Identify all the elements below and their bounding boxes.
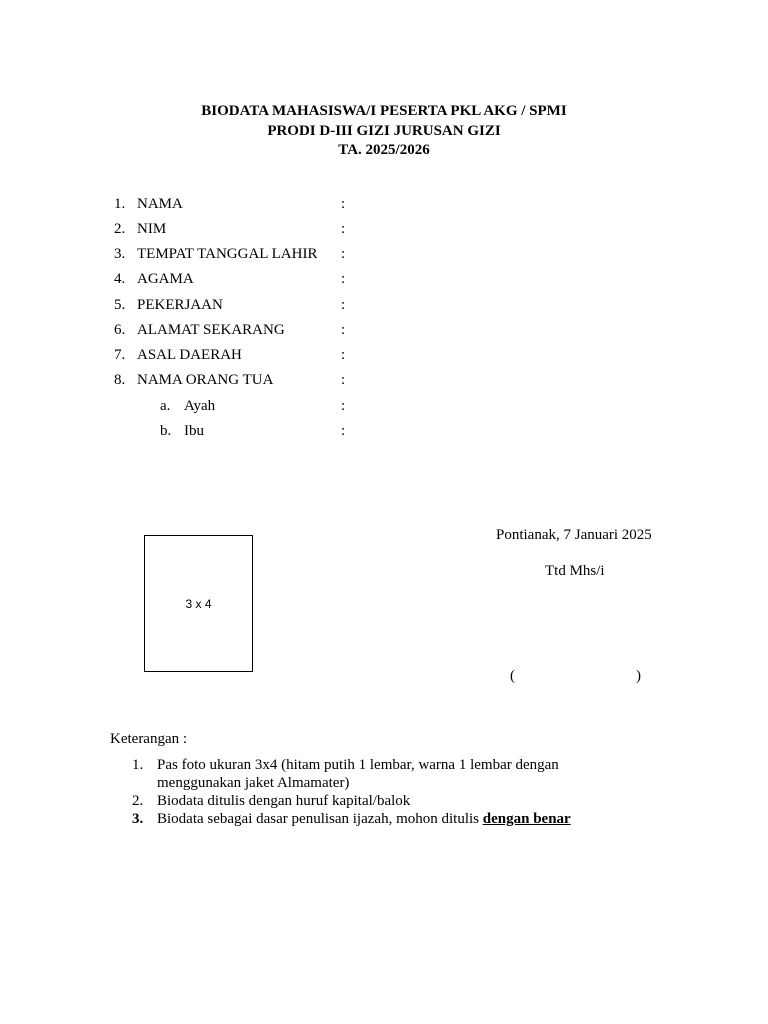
note-number: 2. — [132, 793, 144, 809]
field-colon: : — [341, 322, 346, 338]
field-number: 4. — [114, 271, 126, 287]
field-number: 1. — [114, 196, 126, 212]
photo-size-label: 3 x 4 — [185, 597, 212, 611]
subfield-letter: a. — [160, 398, 171, 414]
field-colon: : — [341, 246, 346, 262]
note-text-main: Biodata sebagai dasar penulisan ijazah, mohon ditulis — [157, 811, 483, 827]
field-label: ALAMAT SEKARANG — [137, 322, 285, 338]
field-label: ASAL DAERAH — [137, 347, 242, 363]
document-title — [0, 102, 768, 161]
signature-place-date: Pontianak, 7 Januari 2025 — [496, 527, 652, 543]
title-line-3: TA. 2025/2026 — [338, 142, 430, 158]
field-label: NAMA ORANG TUA — [137, 372, 274, 388]
notes-title: Keterangan : — [110, 731, 188, 747]
field-colon: : — [341, 423, 346, 439]
field-label: AGAMA — [137, 271, 194, 287]
note-text: Biodata ditulis dengan huruf kapital/balok — [157, 793, 411, 809]
subfield-label: Ibu — [184, 423, 204, 439]
note-number: 3. — [132, 811, 144, 827]
subfield-label: Ayah — [184, 398, 216, 414]
note-text-line-1: Pas foto ukuran 3x4 (hitam putih 1 lembar, warna 1 lembar dengan — [157, 757, 559, 773]
field-number: 8. — [114, 372, 126, 388]
field-number: 7. — [114, 347, 126, 363]
field-colon: : — [341, 297, 346, 313]
field-label: NAMA — [137, 196, 183, 212]
signature-paren-close: ) — [636, 668, 641, 684]
field-number: 2. — [114, 221, 126, 237]
signature-paren-open: ( — [510, 668, 515, 684]
field-colon: : — [341, 271, 346, 287]
field-label: NIM — [137, 221, 167, 237]
title-line-1: BIODATA MAHASISWA/I PESERTA PKL AKG / SPMI — [201, 103, 567, 119]
field-colon: : — [341, 347, 346, 363]
field-label: TEMPAT TANGGAL LAHIR — [137, 246, 318, 262]
note-text — [157, 811, 571, 828]
field-number: 5. — [114, 297, 126, 313]
subfield-letter: b. — [160, 423, 172, 439]
field-label: PEKERJAAN — [137, 297, 223, 313]
note-item-1 — [0, 757, 768, 793]
note-emphasis: dengan benar — [482, 811, 571, 827]
title-line-2: PRODI D-III GIZI JURUSAN GIZI — [267, 122, 501, 139]
field-colon: : — [341, 372, 346, 388]
signature-title: Ttd Mhs/i — [545, 563, 605, 579]
note-text-line-2: menggunakan jaket Almamater) — [157, 775, 350, 791]
field-number: 6. — [114, 322, 126, 338]
field-colon: : — [341, 221, 346, 237]
photo-placeholder — [144, 535, 253, 672]
note-number: 1. — [132, 757, 144, 773]
field-colon: : — [341, 196, 346, 212]
field-number: 3. — [114, 246, 126, 262]
field-colon: : — [341, 398, 346, 414]
